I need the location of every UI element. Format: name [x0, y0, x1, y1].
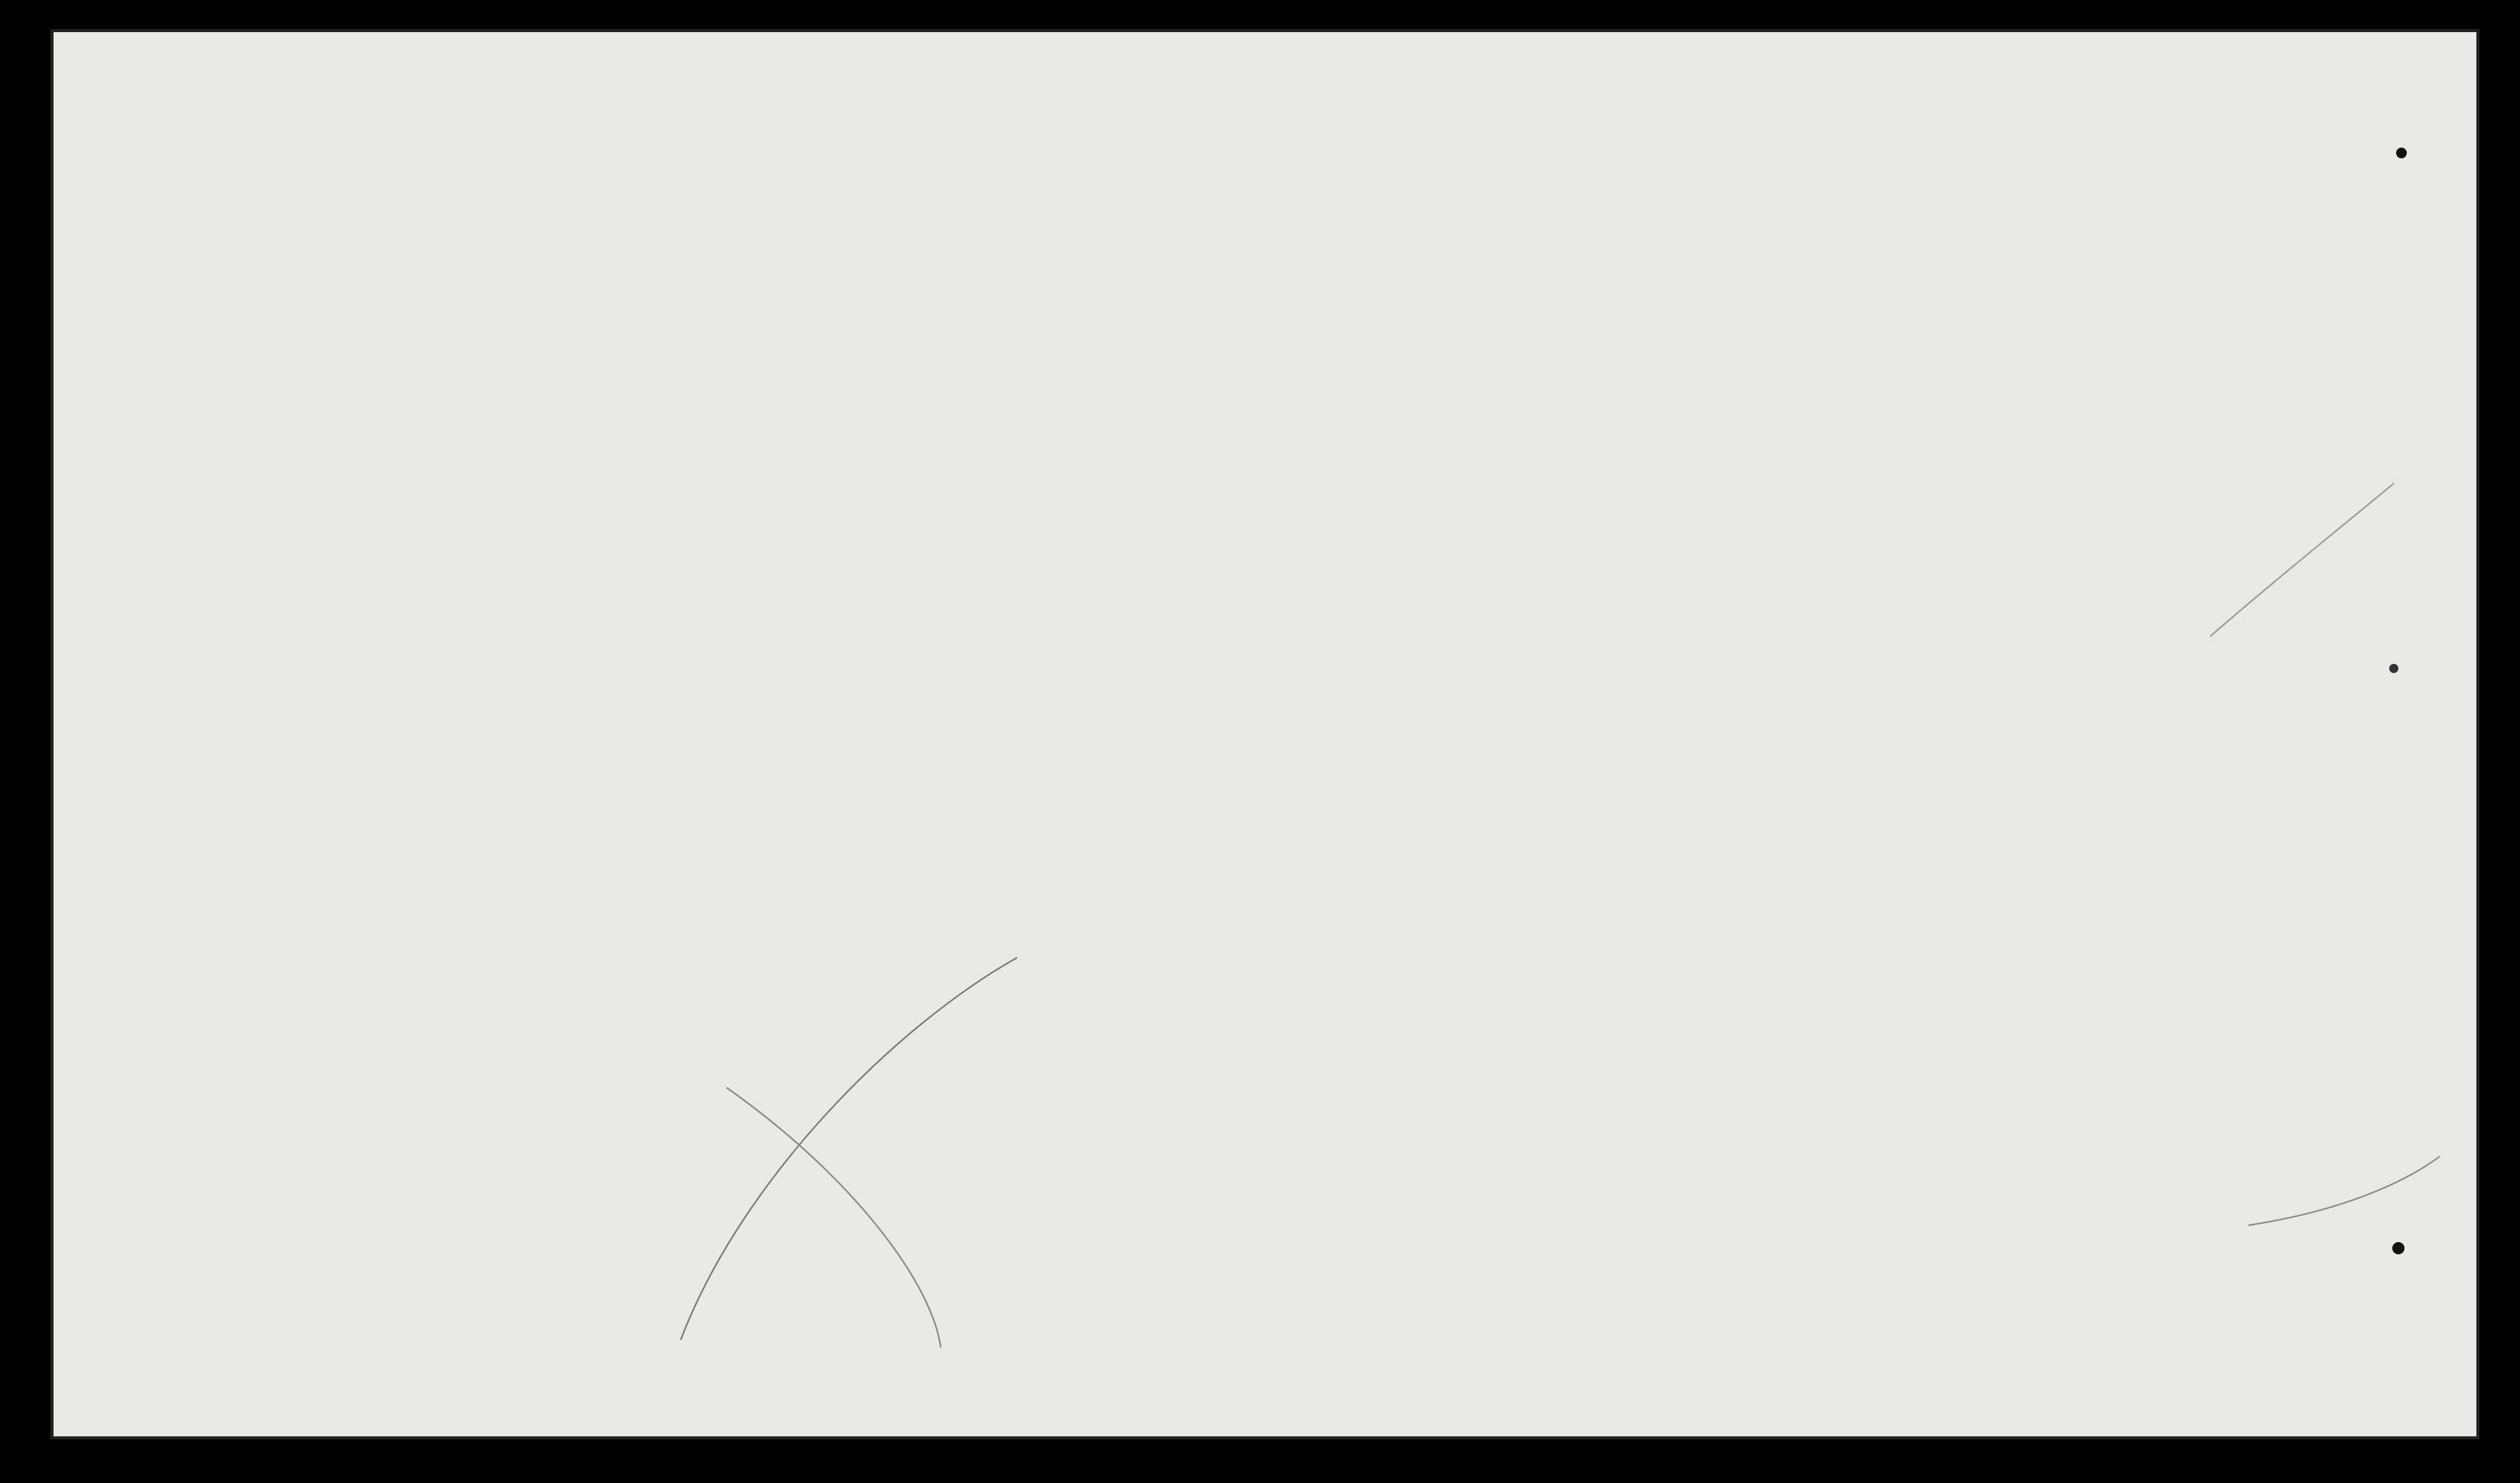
- census-form-card: [50, 29, 2479, 1439]
- pencil-marks: [54, 32, 2476, 1436]
